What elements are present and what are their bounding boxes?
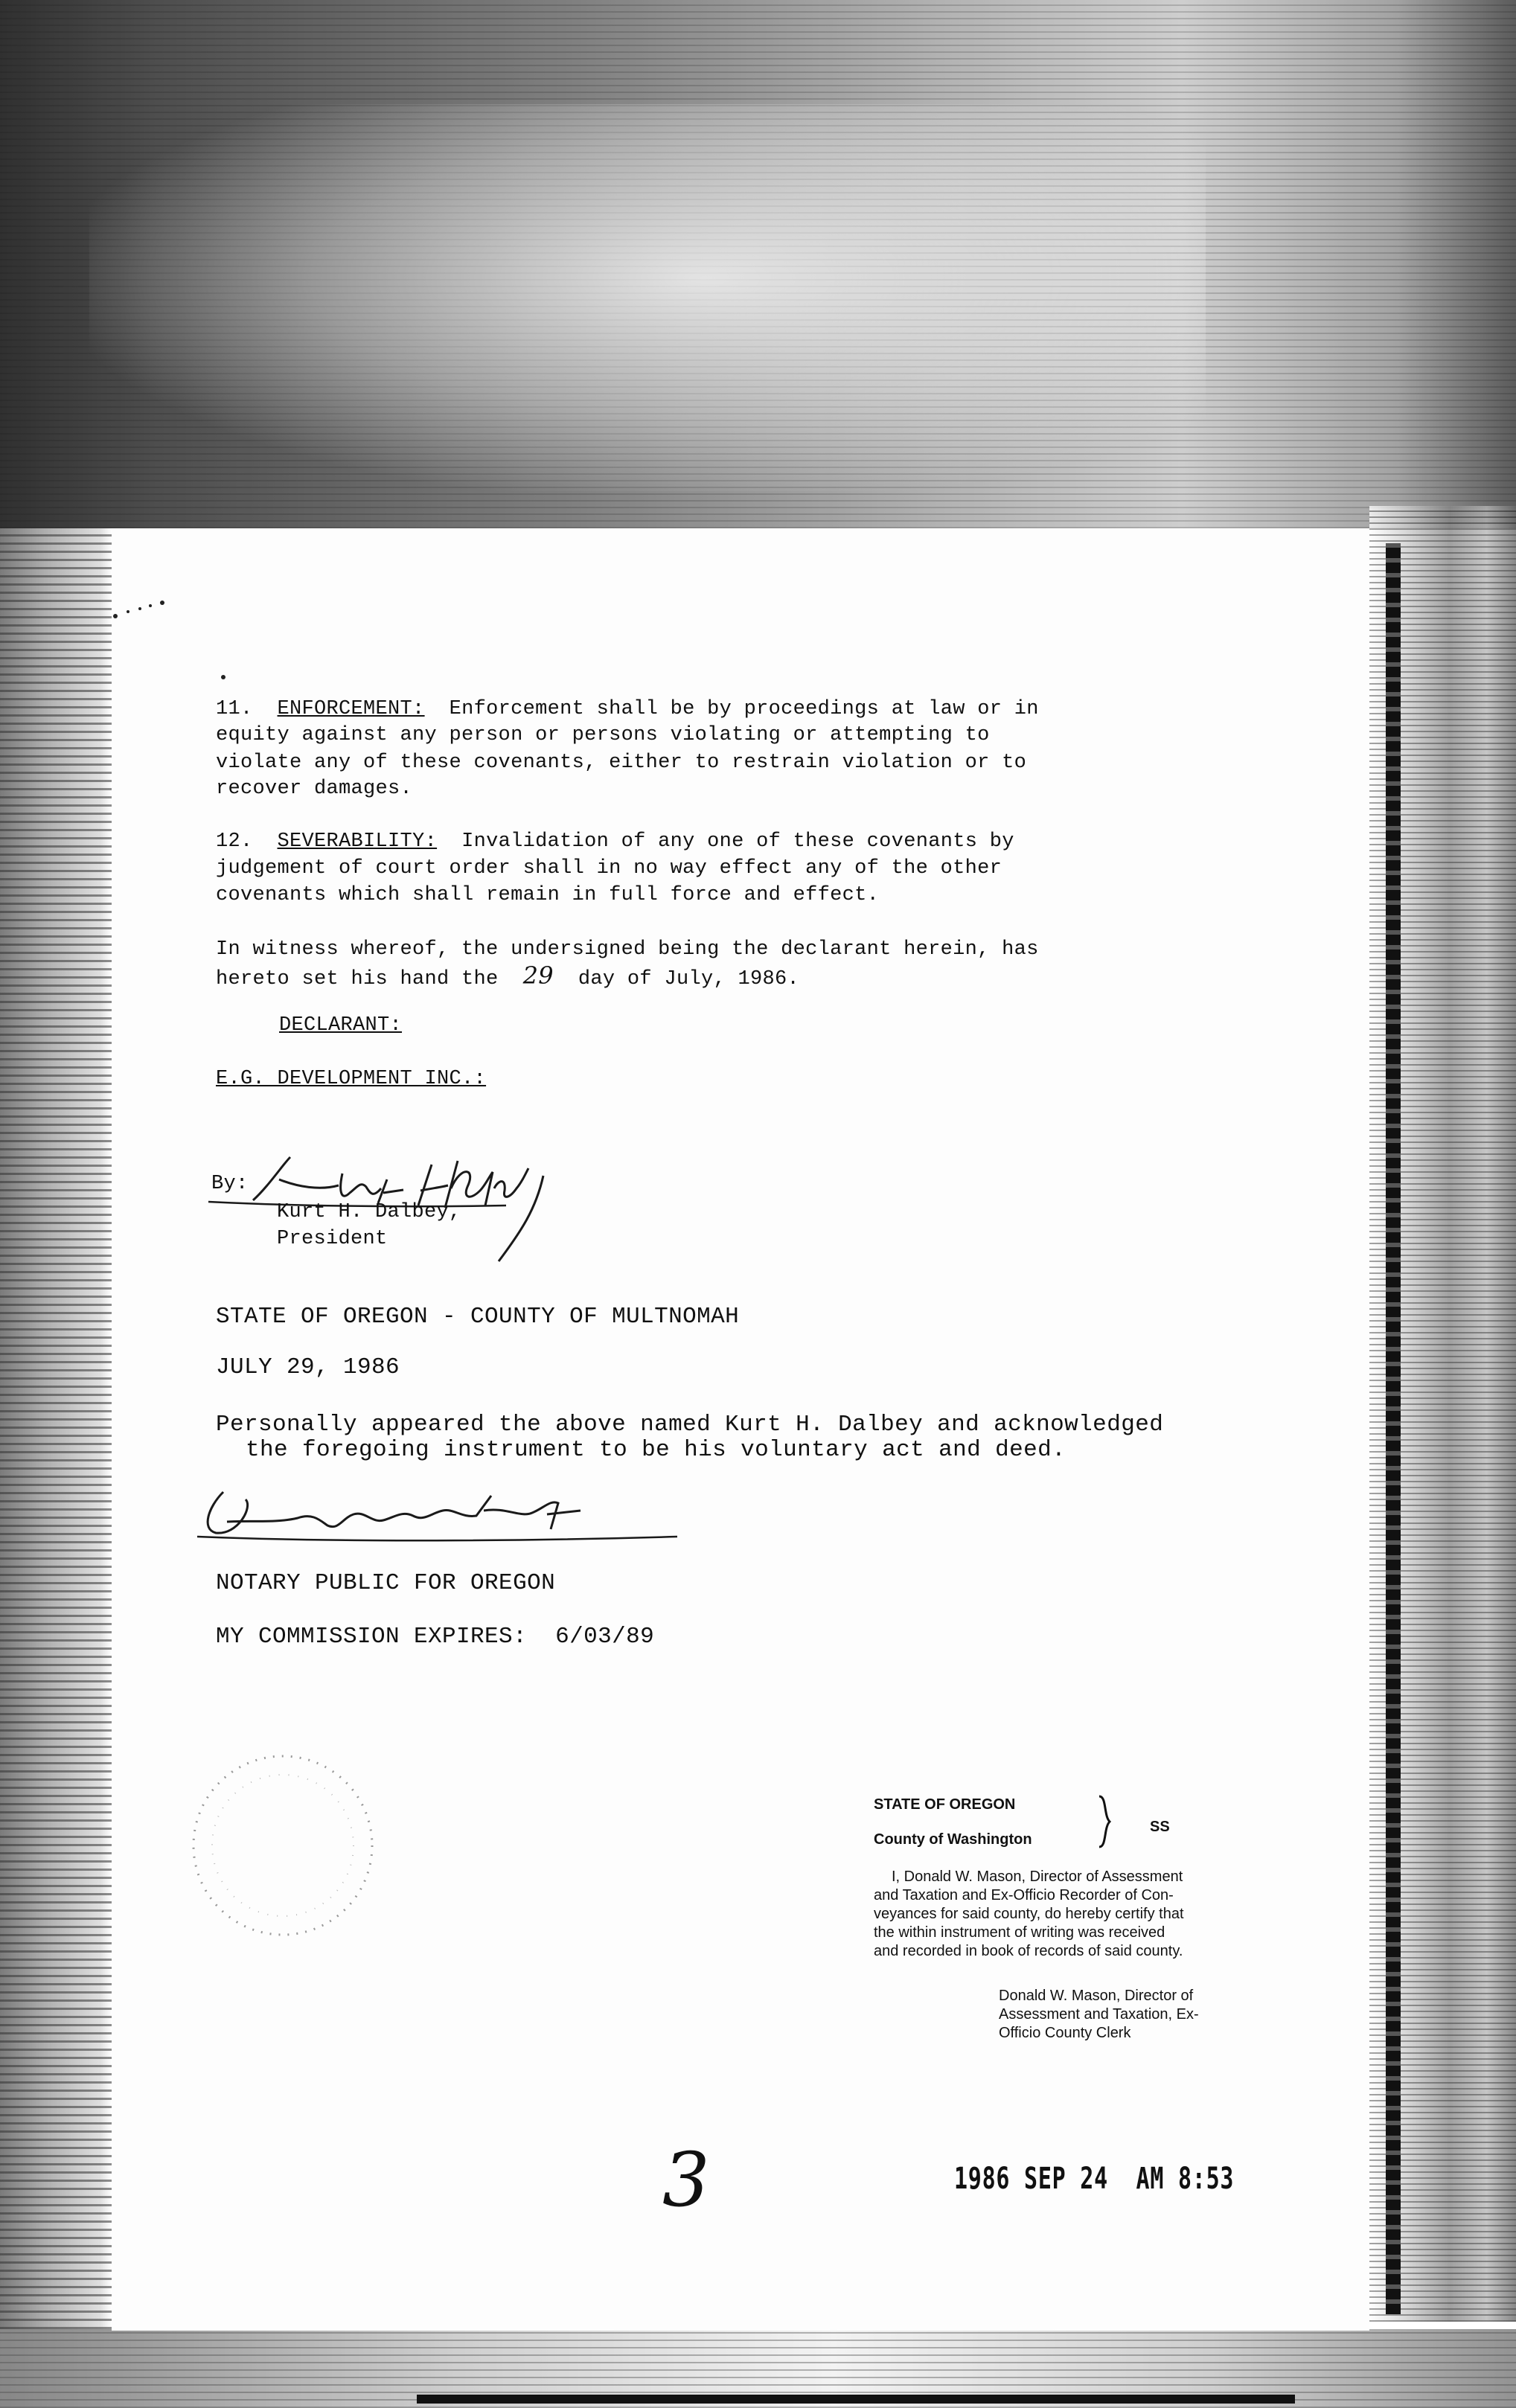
stamp-body-5: and recorded in book of records of said county.	[874, 1943, 1183, 1959]
stamp-body-4: the within instrument of writing was received	[874, 1924, 1165, 1941]
stamp-ss: SS	[1150, 1819, 1170, 1835]
stamp-signature-3: Officio County Clerk	[999, 2025, 1131, 2041]
section-11-line-3: violate any of these covenants, either to restrain violation or to	[216, 752, 1027, 774]
stamp-signature-2: Assessment and Taxation, Ex-	[999, 2006, 1199, 2023]
notary-signature	[194, 1477, 685, 1559]
scan-highlight	[89, 104, 1206, 491]
signer-title: President	[277, 1228, 388, 1250]
section-12-line-1: 12. SEVERABILITY: Invalidation of any one of these covenants by	[216, 830, 1014, 853]
severability-heading: SEVERABILITY:	[277, 830, 438, 853]
brace-icon	[1096, 1793, 1114, 1850]
commission-expiration: MY COMMISSION EXPIRES: 6/03/89	[216, 1624, 655, 1650]
stamp-body-3: veyances for said county, do hereby certify that	[874, 1906, 1184, 1922]
signer-name: Kurt H. Dalbey,	[277, 1201, 461, 1223]
acknowledgment-line-2: the foregoing instrument to be his voluntary act and deed.	[246, 1437, 1066, 1463]
handwritten-day: 29	[522, 961, 554, 990]
notary-title: NOTARY PUBLIC FOR OREGON	[216, 1570, 556, 1596]
section-11-line-2: equity against any person or persons violating or attempting to	[216, 724, 990, 746]
scan-edge-rail	[1386, 543, 1401, 2314]
recorded-datetime: 1986 SEP 24 AM 8:53	[954, 2162, 1235, 2196]
section-11-line-4: recover damages.	[216, 778, 413, 800]
notary-seal	[179, 1734, 387, 1957]
acknowledgment-line-1: Personally appeared the above named Kurt H. Dalbey and acknowledged	[216, 1412, 1164, 1438]
stamp-county: County of Washington	[874, 1831, 1032, 1848]
by-label: By:	[211, 1173, 249, 1195]
stamp-signature-1: Donald W. Mason, Director of	[999, 1988, 1194, 2004]
stamp-state: STATE OF OREGON	[874, 1796, 1016, 1813]
enforcement-heading: ENFORCEMENT:	[277, 698, 425, 720]
section-11-line-1: 11. ENFORCEMENT: Enforcement shall be by proceedings at law or in	[216, 698, 1039, 720]
stamp-body-1: I, Donald W. Mason, Director of Assessment	[892, 1869, 1183, 1885]
notary-venue: STATE OF OREGON - COUNTY OF MULTNOMAH	[216, 1304, 740, 1330]
section-12-line-3: covenants which shall remain in full force and effect.	[216, 884, 880, 906]
section-12-line-2: judgement of court order shall in no way effect any of the other	[216, 857, 1002, 880]
scan-bottom-bar	[417, 2395, 1295, 2404]
witness-line-2: hereto set his hand the 29 day of July, 1986.	[216, 961, 799, 990]
stamp-body-2: and Taxation and Ex-Officio Recorder of Con-	[874, 1887, 1174, 1903]
page-number: 3	[662, 2136, 710, 2223]
declarant-label: DECLARANT:	[279, 1014, 403, 1037]
notary-date: JULY 29, 1986	[216, 1354, 400, 1380]
company-name: E.G. DEVELOPMENT INC.:	[216, 1068, 487, 1090]
stray-marks	[112, 580, 201, 625]
witness-line-1: In witness whereof, the undersigned being the declarant herein, has	[216, 938, 1039, 961]
scan-noise-left	[0, 528, 112, 2329]
